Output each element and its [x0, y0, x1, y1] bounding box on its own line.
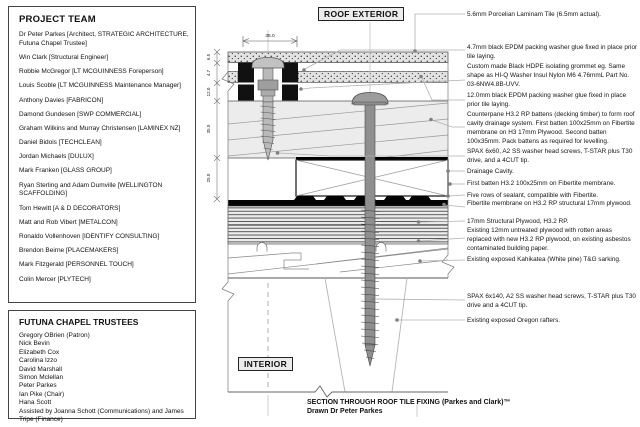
team-member: Anthony Davies [FABRICON] [19, 96, 104, 104]
svg-text:12.0: 12.0 [206, 87, 211, 97]
project-team-title: PROJECT TEAM [19, 14, 96, 25]
team-member: Mark Fitzgerald [PERSONNEL TOUCH] [19, 261, 134, 269]
team-member: Ronaldo Vollenhoven [IDENTIFY CONSULTING] [19, 233, 160, 241]
dimension-top-width [243, 33, 297, 47]
annotation-rafters: Existing exposed Oregon rafters. [467, 317, 561, 324]
team-member: Robbie McGregor [LT MCGUINNESS Foreperson] [19, 68, 164, 76]
annotation-spax-6x60: SPAX 6x60, A2 SS washer head screws, T-STAR plus T30 drive, and a 4CUT tip. [467, 148, 633, 164]
caption-title: SECTION THROUGH ROOF TILE FIXING (Parkes and Clark)™ [307, 399, 511, 406]
team-member: Colin Mercer [PLYTECH] [19, 275, 91, 283]
annotation-battens: Counterpane H3.2 RP battens (decking timber) to form roof cavity drainage system. First batten 100x25mm on Fibertite membrane on H3 17mm Plywood. Second batten 100x35mm. Pack battens as required for levelling. [467, 111, 635, 145]
annotation-plywood-12: Existing 12mm untreated plywood with rotten areas replaced with new H3.2 RP plywood, on existing asbestos contaminated building paper. [467, 227, 631, 252]
roof-exterior-label: ROOF EXTERIOR [318, 7, 404, 21]
sarking-layer [228, 248, 448, 278]
caption-credit: Drawn Dr Peter Parkes [307, 408, 383, 415]
sealant-rows [294, 196, 431, 200]
team-member: Matt and Rob Vibert [METALCON] [19, 218, 118, 226]
team-member: Ryan Sterling and Adam Dumville [WELLINGTON SCAFFOLDING] [19, 181, 163, 198]
annotation-sarking: Existing exposed Kahikatea (White pine) T&G sarking. [467, 256, 621, 263]
trustee: Gregory OBrien (Patron) [19, 332, 90, 339]
trustees-assist-note: Assisted by Joanna Schott (Communications) and James Tripe (Finance) [19, 407, 184, 424]
trustees-panel [8, 310, 196, 424]
project-team-panel [8, 6, 196, 303]
trustee: Ian Pike (Chair) [19, 390, 65, 398]
trustee: Nick Bevin [19, 340, 50, 348]
batten-layer [228, 101, 448, 158]
team-member: Dr Peter Parkes [Architect, STRATEGIC ARCHITECTURE, Futuna Chapel Trustee] [19, 31, 189, 47]
team-member: Win Clark [Structural Engineer] [19, 53, 109, 61]
plywood-layer [228, 206, 448, 252]
team-member: Brendon Beirne [PLACEMAKERS] [19, 247, 119, 255]
team-member: Damond Gundesen [SWP COMMERCIAL] [19, 110, 142, 118]
trustee: Hana Scott [19, 399, 52, 407]
annotation-first-batten: First batten H3.2 100x25mm on Fibertite membrane. [467, 180, 616, 187]
team-member: Graham Wilkins and Murray Christensen [LAMINEX NZ] [19, 124, 181, 132]
team-member: Daniel Bidois [TECHCLEAN] [19, 139, 102, 147]
trustee: Simon Mclellan [19, 374, 64, 382]
team-member: Tom Hewitt [A & D DECORATORS] [19, 204, 121, 212]
svg-text:4.7: 4.7 [206, 69, 211, 77]
trustee: Peter Parkes [19, 382, 57, 390]
interior-label: INTERIOR [238, 357, 293, 371]
caption-block [307, 398, 607, 416]
annotation-drainage: Drainage Cavity. [467, 168, 514, 175]
svg-text:6.5: 6.5 [206, 53, 211, 61]
annotation-membrane: Fibertite membrane on H3.2 RP structural 17mm plywood. [467, 200, 632, 207]
epdm-layer-left [228, 72, 238, 83]
trustee: David Marshall [19, 365, 62, 373]
annotation-grommet: Custom made Black HDPE isolating grommet eg. Same shape as HI-Q Washer Insul Nylon M6 4.76mmL Part No. 03-6NW4.8B-UVV. [467, 63, 630, 88]
project-team-list [19, 31, 191, 290]
team-member: Mark Franken [GLASS GROUP] [19, 167, 112, 175]
trustee: Carolina Izzo [19, 357, 57, 365]
trustees-title: FUTUNA CHAPEL TRUSTEES [19, 317, 139, 327]
membrane-layer [228, 200, 448, 206]
annotation-plywood-17: 17mm Structural Plywood, H3.2 RP. [467, 218, 569, 225]
annotation-epdm-4-7: 4.7mm black EPDM packing washer glue fixed in place prior tile laying. [467, 44, 638, 60]
team-member: Jordan Michaels [DULUX] [19, 153, 94, 161]
epdm-layer-right [298, 72, 448, 83]
trustees-list [19, 332, 189, 424]
annotation-tile: 5.6mm Porcelian Laminam Tile (6.5mm actual). [467, 11, 601, 18]
svg-text:35.0: 35.0 [206, 124, 211, 134]
svg-text:35.0: 35.0 [265, 34, 275, 39]
svg-text:25.0: 25.0 [206, 173, 211, 183]
trustee: Elizabeth Cox [19, 348, 60, 356]
team-member: Louis Scoble [LT MCGUINNESS Maintenance Manager] [19, 82, 181, 90]
dimension-chain [206, 49, 220, 202]
annotation-epdm-12: 12.0mm black EPDM packing washer glue fixed in place prior tile laying. [467, 92, 627, 108]
annotation-spax-6x140: SPAX 6x140, A2 SS washer head screws, T-STAR plus T30 drive and a 4CUT tip. [467, 293, 636, 309]
annotation-sealant: Five rows of sealant, compatible with Fibertite. [467, 192, 599, 199]
